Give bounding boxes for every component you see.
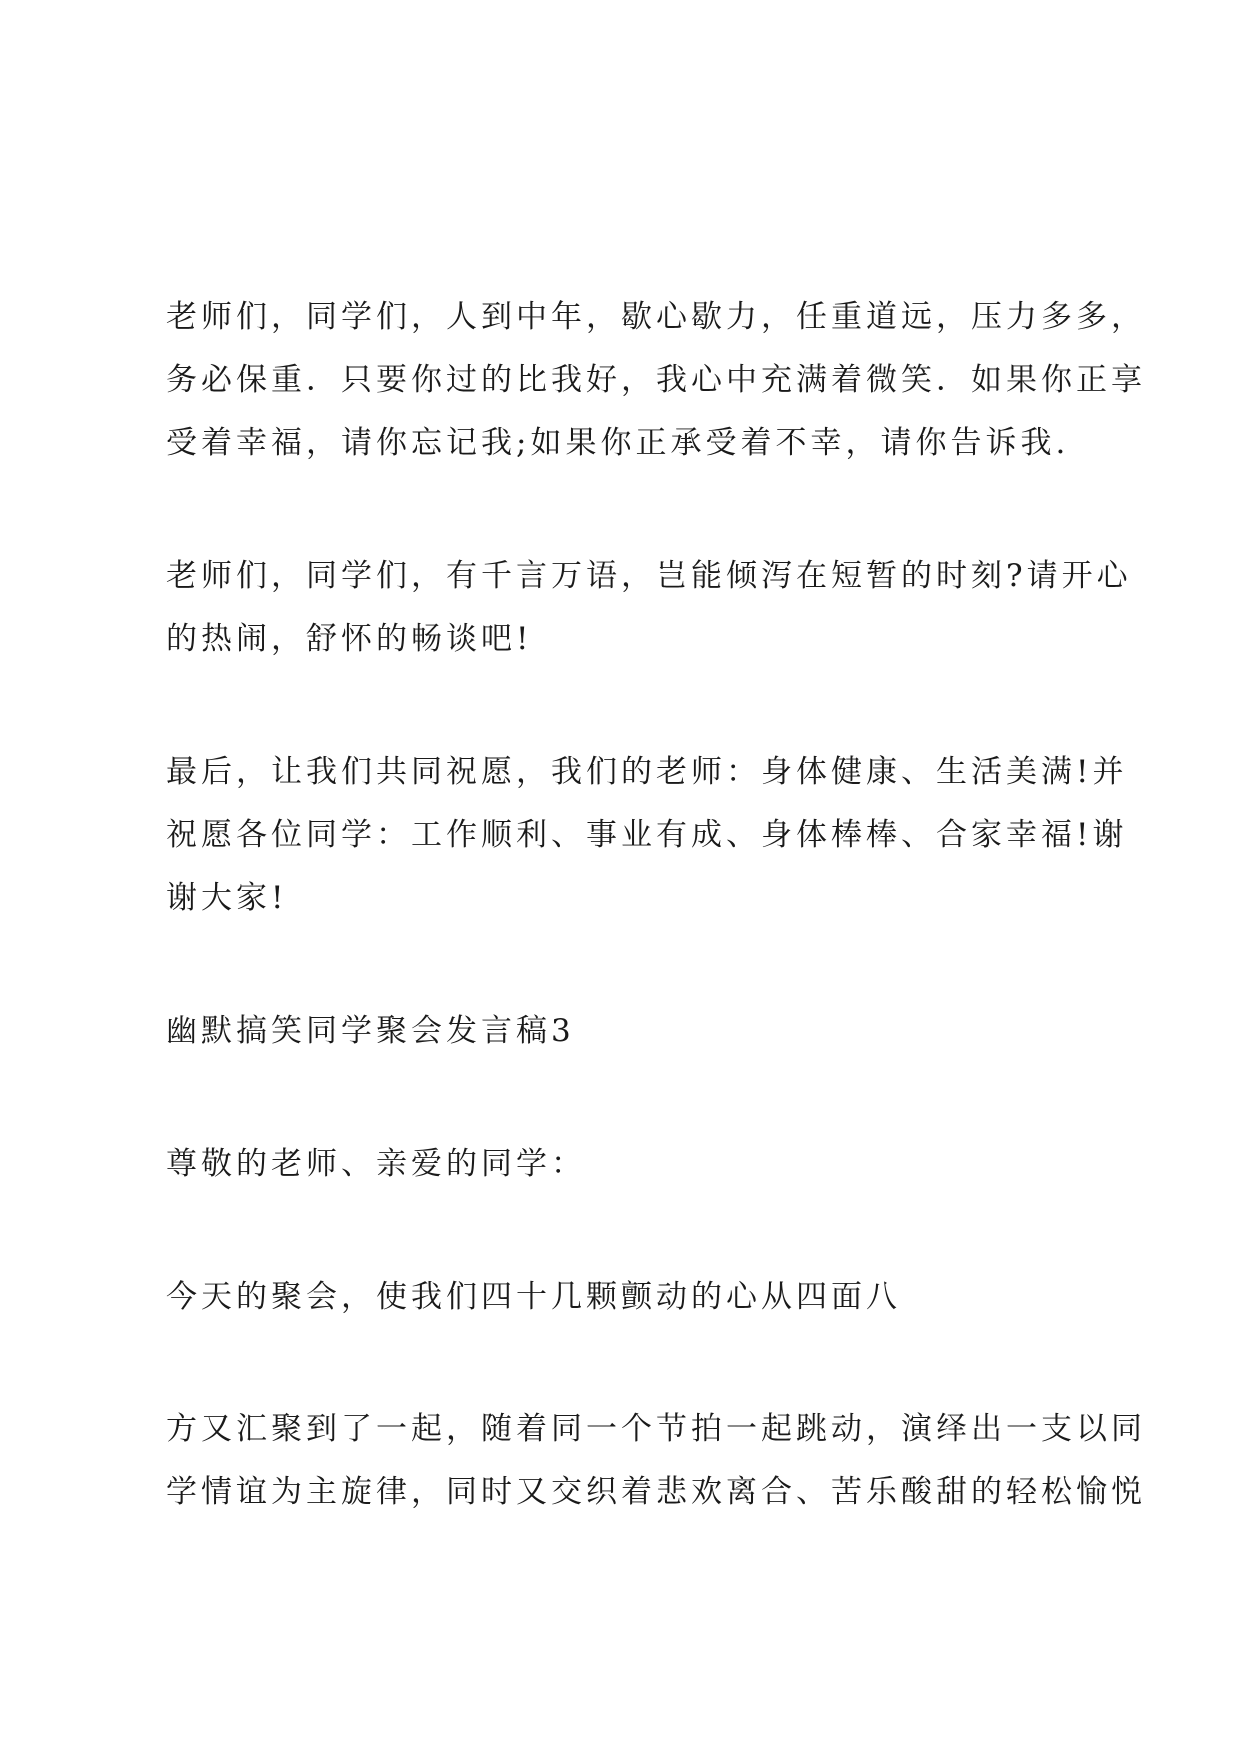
paragraph-7-line-1: 方又汇聚到了一起，随着同一个节拍一起跳动，演绎出一支以同	[166, 1411, 1146, 1447]
salutation: 尊敬的老师、亲爱的同学：	[166, 1146, 586, 1182]
paragraph-3-line-1: 最后，让我们共同祝愿，我们的老师：身体健康、生活美满!并	[166, 754, 1128, 790]
paragraph-1-line-1: 老师们，同学们，人到中年，歇心歇力，任重道远，压力多多，	[166, 299, 1146, 335]
paragraph-2-line-1: 老师们，同学们，有千言万语，岂能倾泻在短暂的时刻?请开心	[166, 558, 1132, 594]
paragraph-7-line-2: 学情谊为主旋律，同时又交织着悲欢离合、苦乐酸甜的轻松愉悦	[166, 1474, 1146, 1510]
paragraph-3-line-2: 祝愿各位同学：工作顺利、事业有成、身体棒棒、合家幸福!谢	[166, 817, 1128, 853]
section-title: 幽默搞笑同学聚会发言稿3	[166, 1013, 575, 1049]
paragraph-2-line-2: 的热闹，舒怀的畅谈吧!	[166, 621, 533, 657]
paragraph-3-line-3: 谢大家!	[166, 880, 288, 916]
paragraph-6-line-1: 今天的聚会，使我们四十几颗颤动的心从四面八	[166, 1279, 901, 1315]
paragraph-1-line-3: 受着幸福，请你忘记我;如果你正承受着不幸，请你告诉我.	[166, 425, 1070, 461]
paragraph-1-line-2: 务必保重．只要你过的比我好，我心中充满着微笑．如果你正享	[166, 362, 1146, 398]
